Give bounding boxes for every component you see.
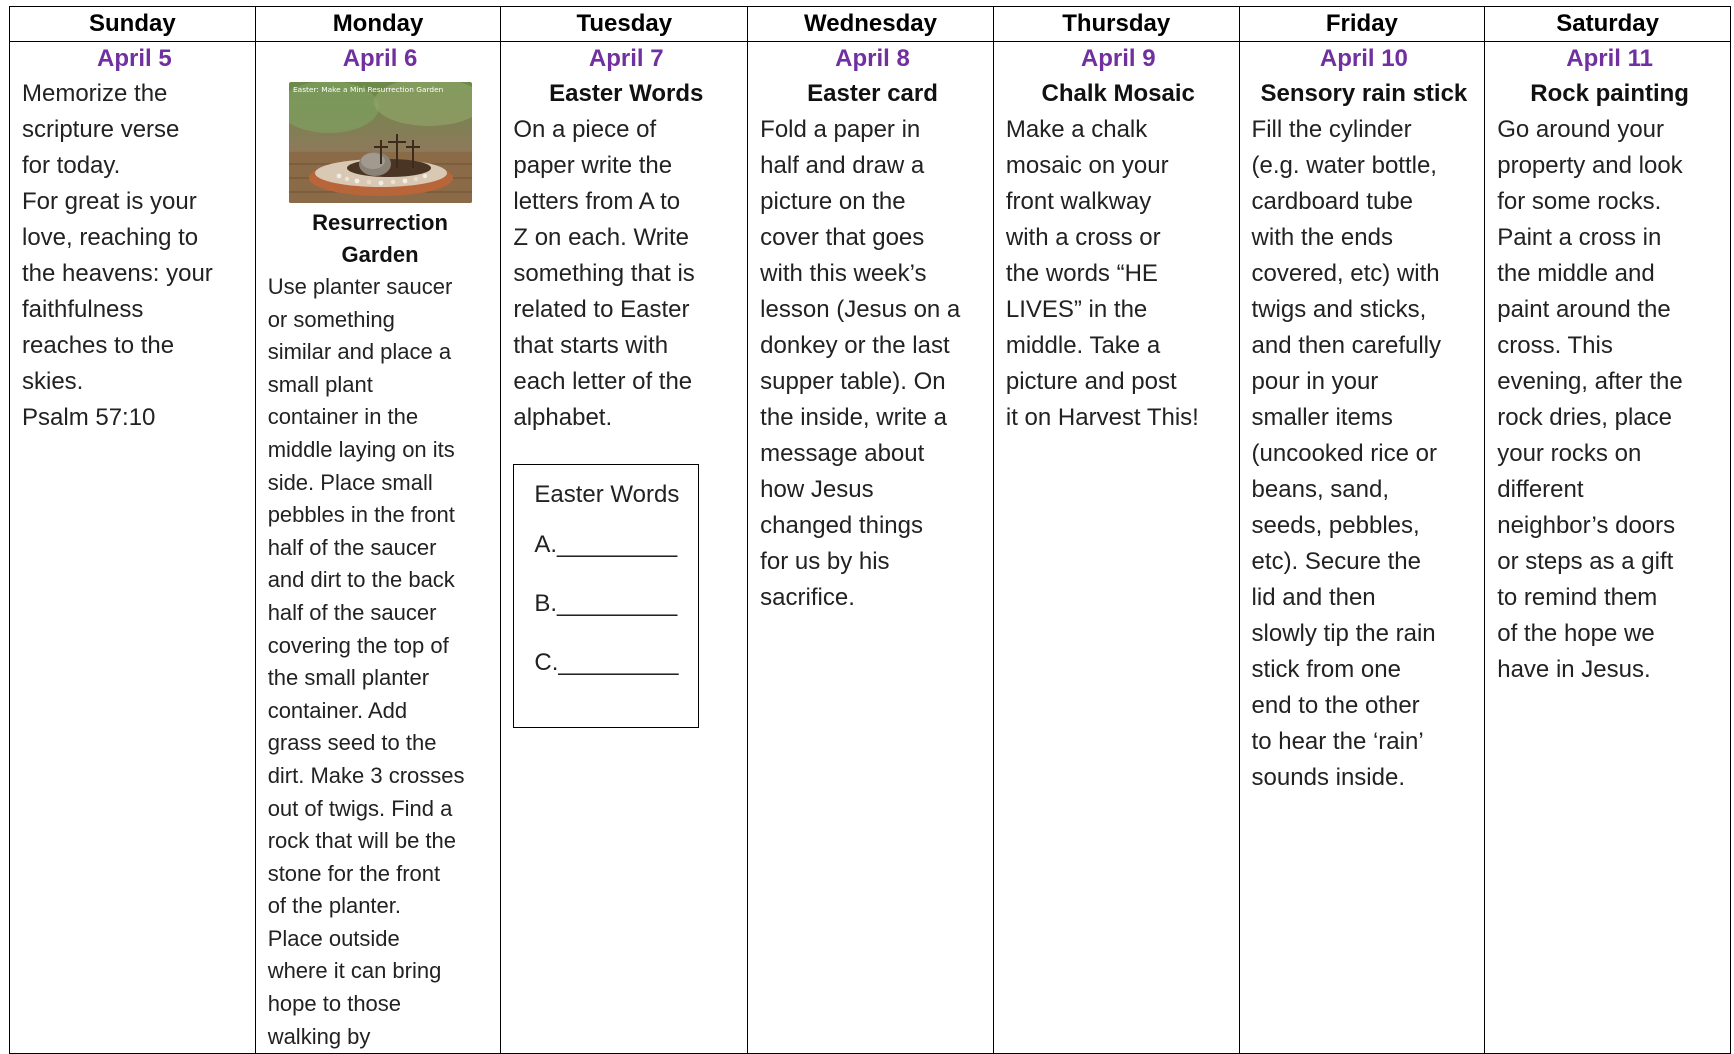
date-label: April 8: [835, 45, 910, 72]
activity-description: Use planter saucer or something similar and place a small plant container in the middle laying on its side. Place small pebbles in the front half of the saucer and dirt to the back half of the saucer covering the top of the small planter container. Add grass seed to the dirt. Make 3 crosses out of twigs. Find a rock that will be the stone for the front of the planter. Place outside where it can bring hope to those walking by: [267, 274, 465, 1049]
weekly-activity-calendar: [9, 6, 1731, 1054]
activity-description: Go around your property and look for some rocks. Paint a cross in the middle and paint around the cross. This evening, after the rock dries, place your rocks on different neighbor’s doors or steps as a gift to remind them of the hope we have in Jesus.: [1497, 116, 1683, 683]
activity-description: Memorize the scripture verse for today. For great is your love, reaching to the heavens: your faithfulness reaches to the skies. Psalm 57:10: [22, 80, 213, 431]
day-cell-tuesday: [501, 42, 748, 1054]
day-header-tuesday: Tuesday: [501, 7, 748, 42]
activity-title: Chalk Mosaic: [1041, 80, 1195, 107]
activity-description: Fill the cylinder (e.g. water bottle, cardboard tube with the ends covered, etc) with twigs and sticks, and then carefully pour in your smaller items (uncooked rice or beans, sand, seeds, pebbles, etc). Secure the lid and then slowly tip the rain stick from one end to the other to hear the ‘rain’ sounds inside.: [1251, 116, 1442, 791]
activity-description: Make a chalk mosaic on your front walkway with a cross or the words “HE LIVES” in the middle. Take a picture and post it on Harvest This!: [1005, 116, 1199, 431]
date-label: April 9: [1080, 45, 1156, 72]
day-header-saturday: Saturday: [1485, 7, 1731, 42]
activity-row: [10, 42, 1731, 1054]
day-cell-thursday: [993, 42, 1239, 1054]
example-box-title: Easter Words: [534, 481, 680, 508]
day-cell-wednesday: [748, 42, 994, 1054]
date-label: April 6: [342, 45, 418, 72]
activity-description: On a piece of paper write the letters from A to Z on each. Write something that is related to Easter that starts with each letter of the alphabet.: [513, 116, 695, 431]
activity-description: Fold a paper in half and draw a picture on the cover that goes with this week’s lesson (Jesus on a donkey or the last supper table). On the inside, write a message about how Jesus changed things for us by his sacrifice.: [760, 116, 961, 611]
day-header-wednesday: Wednesday: [748, 7, 994, 42]
activity-title: Resurrection Garden: [312, 210, 448, 267]
activity-title: Sensory rain stick: [1260, 80, 1468, 107]
date-label: April 5: [97, 45, 172, 72]
day-header-thursday: Thursday: [993, 7, 1239, 42]
day-header-row: [10, 7, 1731, 42]
date-label: April 7: [588, 45, 664, 72]
resurrection-garden-photo: [289, 82, 472, 203]
example-line-b: B._________: [534, 590, 678, 617]
easter-words-example-box: [513, 464, 699, 728]
activity-title: Easter Words: [549, 80, 704, 107]
activity-title: Easter card: [807, 80, 938, 107]
day-header-sunday: Sunday: [10, 7, 256, 42]
date-label: April 11: [1566, 45, 1653, 72]
date-label: April 10: [1319, 45, 1408, 72]
day-header-monday: Monday: [255, 7, 501, 42]
example-line-a: A._________: [534, 531, 678, 558]
day-header-friday: Friday: [1239, 7, 1485, 42]
example-line-c: C._________: [534, 649, 679, 676]
day-cell-sunday: [10, 42, 256, 1054]
day-cell-friday: [1239, 42, 1485, 1054]
photo-caption: Easter: Make a Mini Resurrection Garden: [292, 85, 443, 94]
day-cell-saturday: [1485, 42, 1731, 1054]
activity-title: Rock painting: [1530, 80, 1689, 107]
day-cell-monday: [255, 42, 501, 1054]
